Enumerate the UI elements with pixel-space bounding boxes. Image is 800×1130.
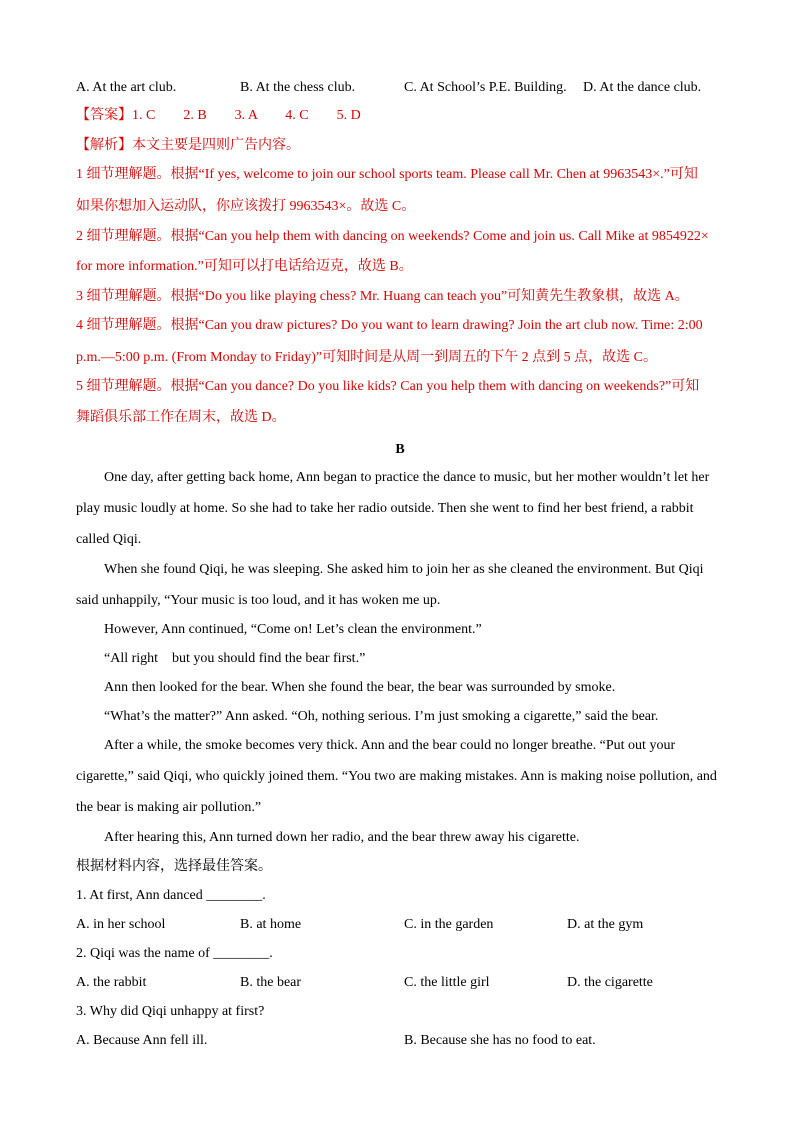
question-stem: 3. Why did Qiqi unhappy at first? [76, 1004, 265, 1019]
analysis-line: 1 细节理解题。根据“If yes, welcome to join our school sports team. Please call Mr. Chen at 9963543×.”可知 [76, 167, 698, 182]
option-d: D. the cigarette [567, 975, 653, 990]
prev-option-a: A. At the art club. [76, 80, 177, 95]
passage-line: the bear is making air pollution.” [76, 800, 262, 815]
passage-line: Ann then looked for the bear. When she found the bear, the bear was surrounded by smoke. [104, 680, 616, 695]
option-a: A. Because Ann fell ill. [76, 1033, 208, 1048]
analysis-line: 5 细节理解题。根据“Can you dance? Do you like kids? Can you help them with dancing on weekends?”可知 [76, 379, 700, 394]
passage-line: called Qiqi. [76, 532, 142, 547]
passage-line: said unhappily, “Your music is too loud, and it has woken me up. [76, 593, 441, 608]
passage-line: After a while, the smoke becomes very thick. Ann and the bear could no longer breathe. “Put out your [104, 738, 676, 753]
section-title: B [395, 442, 405, 457]
answer-key: 【答案】1. C 2. B 3. A 4. C 5. D [76, 108, 361, 123]
analysis-line: 2 细节理解题。根据“Can you help them with dancing on weekends? Come and join us. Call Mike at 9854922× [76, 229, 709, 244]
option-a: A. in her school [76, 917, 166, 932]
passage-line: cigarette,” said Qiqi, who quickly joined them. “You two are making mistakes. Ann is making noise pollution, and [76, 769, 717, 784]
prev-option-c: C. At School’s P.E. Building. [404, 80, 567, 95]
passage-line: “All right but you should find the bear first.” [104, 651, 366, 666]
analysis-line: 如果你想加入运动队，你应该拨打 9963543×。故选 C。 [76, 199, 416, 214]
question-stem: 1. At first, Ann danced ________. [76, 888, 266, 903]
analysis-line: 4 细节理解题。根据“Can you draw pictures? Do you want to learn drawing? Join the art club now. Time: 2:00 [76, 318, 703, 333]
passage-line: One day, after getting back home, Ann began to practice the dance to music, but her mother wouldn’t let her [104, 470, 710, 485]
option-c: C. in the garden [404, 917, 494, 932]
passage-line: However, Ann continued, “Come on! Let’s clean the environment.” [104, 622, 482, 637]
question-stem: 2. Qiqi was the name of ________. [76, 946, 273, 961]
option-d: D. at the gym [567, 917, 644, 932]
prev-option-d: D. At the dance club. [583, 80, 702, 95]
passage-line: When she found Qiqi, he was sleeping. She asked him to join her as she cleaned the environment. But Qiqi [104, 562, 704, 577]
option-a: A. the rabbit [76, 975, 147, 990]
passage-line: “What’s the matter?” Ann asked. “Oh, nothing serious. I’m just smoking a cigarette,” said the bear. [104, 709, 659, 724]
analysis-line: p.m.—5:00 p.m. (From Monday to Friday)”可知时间是从周一到周五的下午 2 点到 5 点，故选 C。 [76, 350, 657, 365]
option-b: B. Because she has no food to eat. [404, 1033, 596, 1048]
analysis-line: 舞蹈俱乐部工作在周末，故选 D。 [76, 410, 286, 425]
option-b: B. the bear [240, 975, 302, 990]
passage-line: play music loudly at home. So she had to take her radio outside. Then she went to find her best friend, a rabbit [76, 501, 694, 516]
option-b: B. at home [240, 917, 302, 932]
analysis-line: 3 细节理解题。根据“Do you like playing chess? Mr. Huang can teach you”可知黄先生教象棋，故选 A。 [76, 289, 689, 304]
instruction: 根据材料内容，选择最佳答案。 [76, 859, 272, 874]
analysis-intro: 【解析】本文主要是四则广告内容。 [76, 138, 300, 153]
passage-line: After hearing this, Ann turned down her radio, and the bear threw away his cigarette. [104, 830, 580, 845]
prev-option-b: B. At the chess club. [240, 80, 356, 95]
analysis-line: for more information.”可知可以打电话给迈克，故选 B。 [76, 259, 413, 274]
option-c: C. the little girl [404, 975, 490, 990]
